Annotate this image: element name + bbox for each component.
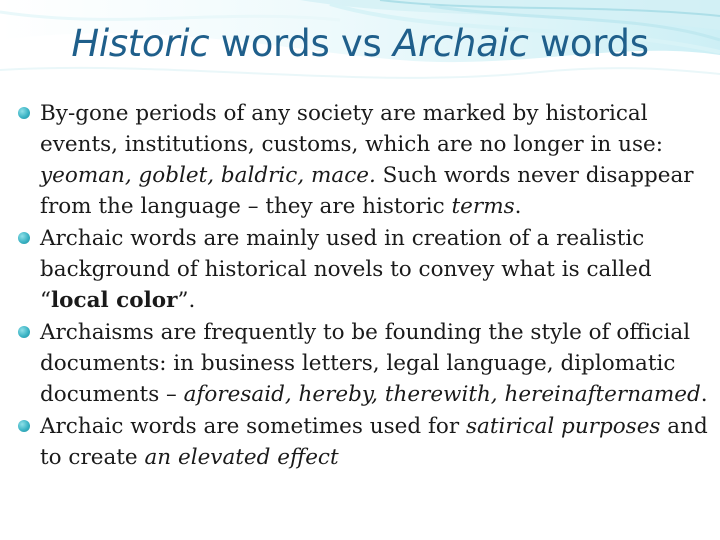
content-area <box>18 98 708 474</box>
bullet-text-italic: satirical purposes <box>465 414 661 439</box>
bullet-text-italic: terms <box>451 194 515 219</box>
bullet-list <box>18 98 708 473</box>
bullet-text-italic: an elevated effect <box>144 445 339 470</box>
bullet-item-satirical <box>18 411 708 473</box>
bullet-item-archaic-novels <box>18 223 708 316</box>
bullet-dot-icon <box>18 232 30 244</box>
bullet-item-historic <box>18 98 708 222</box>
bullet-text-italic: aforesaid, hereby, therewith, hereinafternamed <box>183 382 701 407</box>
bullet-text: ”. <box>177 288 196 313</box>
title-historic: Historic <box>71 22 210 65</box>
bullet-text: Archaic words are sometimes used for <box>40 414 466 439</box>
bullet-text-italic: yeoman, goblet, baldric, mace. <box>40 163 376 188</box>
bullet-dot-icon <box>18 107 30 119</box>
bullet-text: Archaic words are mainly used in creation of a realistic background of historical novels to convey what is called “ <box>40 226 652 313</box>
title-words-vs: words vs <box>209 22 393 65</box>
bullet-text: By-gone periods of any society are marked by historical events, institutions, customs, which are no longer in use: <box>40 101 663 157</box>
bullet-text: . <box>700 382 708 407</box>
title-words: words <box>528 22 649 65</box>
bullet-text: Such words never disappear from the language – they are historic <box>40 163 694 219</box>
bullet-text: Archaisms are frequently to be founding the style of official documents: in business letters, legal language, diplomatic documents – <box>40 320 691 407</box>
title-archaic: Archaic <box>392 22 529 65</box>
bullet-dot-icon <box>18 420 30 432</box>
bullet-text: and to create <box>40 414 708 470</box>
bullet-text-bold: local color <box>51 288 178 313</box>
bullet-text: . <box>514 194 522 219</box>
bullet-dot-icon <box>18 326 30 338</box>
bullet-item-official-documents <box>18 317 708 410</box>
page-title <box>0 22 720 65</box>
